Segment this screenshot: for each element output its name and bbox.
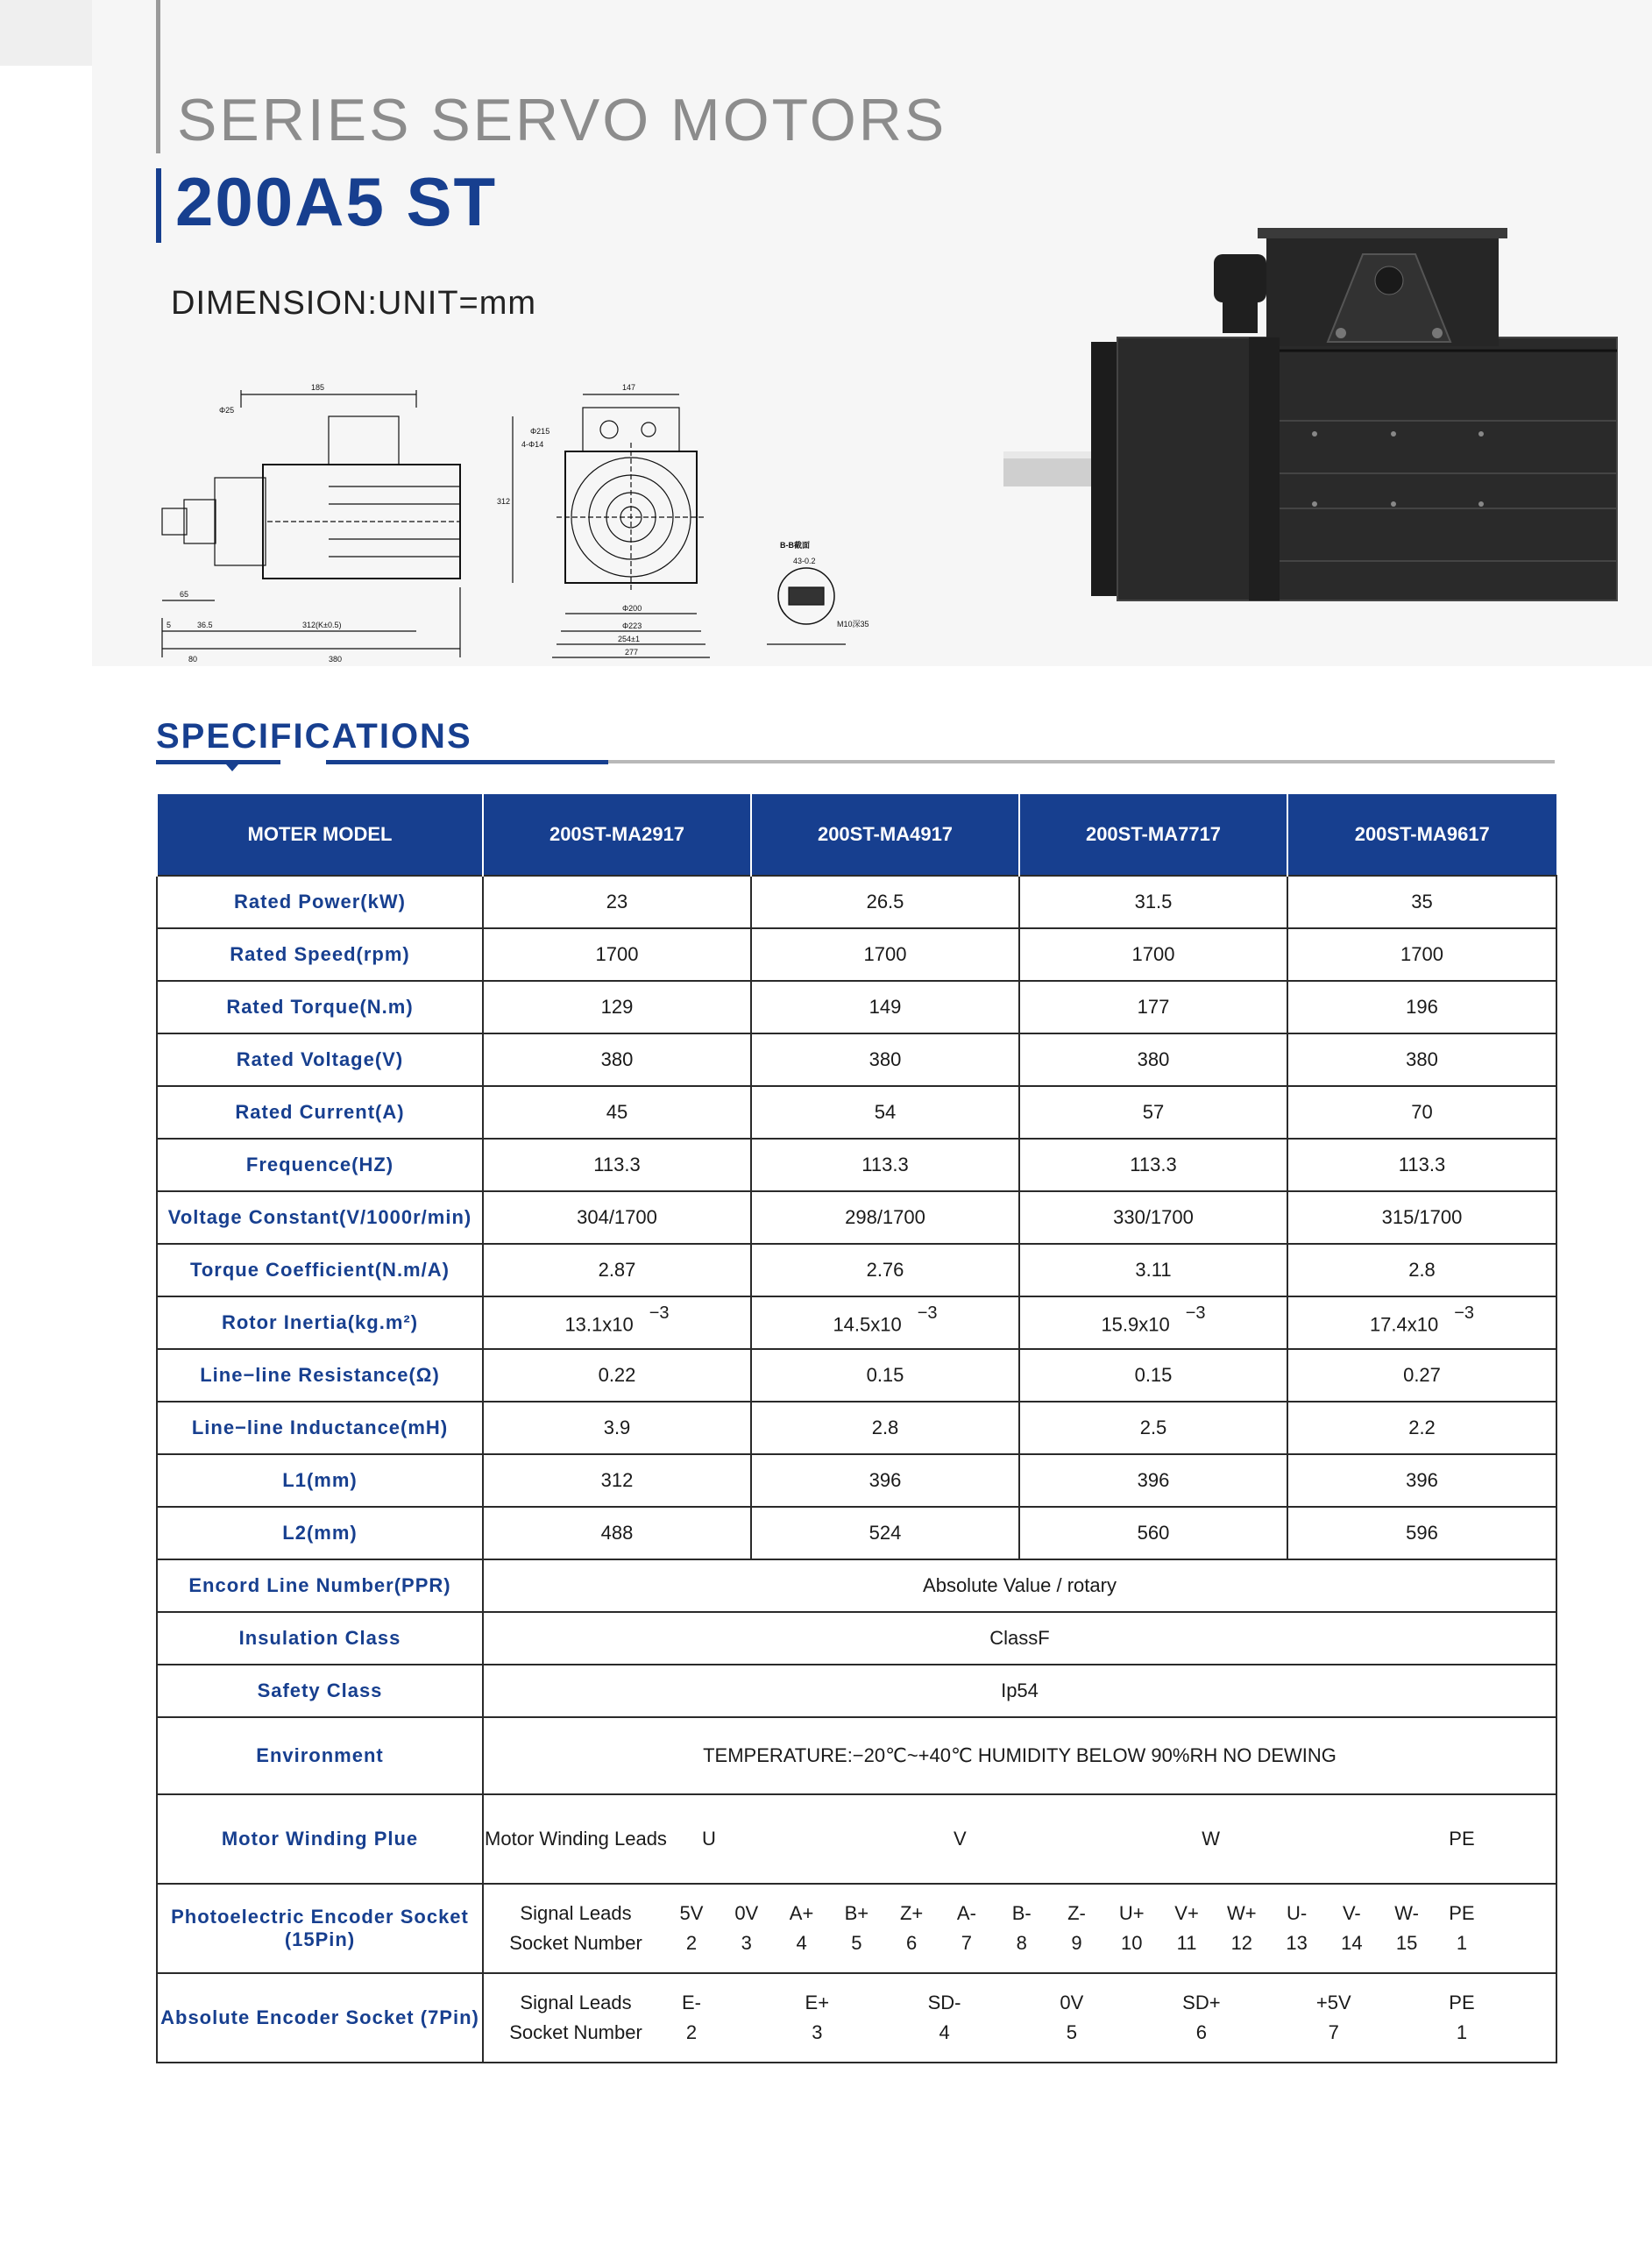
cell: 1700 [1019,928,1287,981]
cell: 315/1700 [1287,1191,1556,1244]
cell: 0.15 [1019,1349,1287,1402]
row-label: Rotor Inertia(kg.m²) [157,1296,483,1349]
pin-signal: U- [1286,1902,1308,1924]
row-label: Voltage Constant(V/1000r/min) [157,1191,483,1244]
accent-bar-grey [156,0,160,153]
section-label: B-B截面 [780,541,810,550]
row-label: L1(mm) [157,1454,483,1507]
pin-signal: B- [1011,1902,1032,1924]
pin [787,1899,817,1958]
pin-signal: 5V [679,1902,704,1924]
cell: 0.27 [1287,1349,1556,1402]
pin-number: 3 [741,1932,752,1954]
pin [677,1899,706,1958]
side-view-drawing [162,383,460,664]
inertia-value: 13.1x10 [564,1313,634,1336]
table-row [157,1507,1556,1559]
signal-leads-label: Signal Leads [520,1902,632,1924]
header-model-3: 200ST-MA7717 [1019,794,1287,877]
cell: 129 [483,981,751,1033]
pin [1057,1988,1087,2048]
cell: 380 [751,1033,1019,1086]
header-model-4: 200ST-MA9617 [1287,794,1556,877]
dim-380: 380 [329,655,343,664]
section-view-drawing [767,540,869,644]
row-label: Rated Power(kW) [157,876,483,928]
header-moter-model: MOTER MODEL [157,794,483,877]
dim-d200: Φ200 [622,604,642,613]
pin-signal: Z+ [899,1902,924,1924]
dim-4-14: 4-Φ14 [521,440,544,449]
inertia-value: 17.4x10 [1369,1313,1439,1336]
cell: 560 [1019,1507,1287,1559]
cell: 70 [1287,1086,1556,1139]
cell: 396 [1287,1454,1556,1507]
cell: 1700 [1287,928,1556,981]
header-model-2: 200ST-MA4917 [751,794,1019,877]
dim-d223: Φ223 [622,621,642,630]
exponent: −3 [649,1303,670,1324]
cell: 45 [483,1086,751,1139]
cell: 3.11 [1019,1244,1287,1296]
header-model-1: 200ST-MA2917 [483,794,751,877]
cell: 380 [1287,1033,1556,1086]
abs-encoder-cell [483,1973,1556,2063]
cell: 2.87 [483,1244,751,1296]
cell: 113.3 [751,1139,1019,1191]
row-label: Environment [157,1717,483,1794]
dim-43: 43-0.2 [793,557,816,565]
row-label: Photoelectric Encoder Socket (15Pin) [157,1884,483,1973]
pin-number: 14 [1341,1932,1363,1954]
dim-185: 185 [311,383,325,392]
pin-number: 6 [1195,2021,1207,2043]
cell: 298/1700 [751,1191,1019,1244]
cell: 2.2 [1287,1402,1556,1454]
row-label: Rated Torque(N.m) [157,981,483,1033]
cell: 113.3 [1019,1139,1287,1191]
pin-signal: E- [682,1992,701,2013]
pin-signal: PE [1449,1992,1475,2013]
cell: 1700 [483,928,751,981]
pin-number: 1 [1456,1932,1468,1954]
cell: 2.8 [751,1402,1019,1454]
dim-277: 277 [625,648,639,657]
table-header-row [157,794,1556,877]
cell: 31.5 [1019,876,1287,928]
pin-number: 15 [1395,1932,1418,1954]
cell: 312 [483,1454,751,1507]
cell: 596 [1287,1507,1556,1559]
table-row [157,1244,1556,1296]
table-row [157,1973,1556,2063]
dim-312: 312(K±0.5) [302,621,342,629]
pin-signal: PE [1449,1902,1475,1924]
cell: 3.9 [483,1402,751,1454]
pin [841,1899,871,1958]
row-label: Encord Line Number(PPR) [157,1559,483,1612]
cell: 177 [1019,981,1287,1033]
row-label: Torque Coefficient(N.m/A) [157,1244,483,1296]
pin [952,1899,982,1958]
corner-strip [0,0,92,66]
table-row [157,1717,1556,1794]
pin [802,1988,832,2048]
cell [1019,1296,1287,1349]
pin-number: 2 [685,1932,698,1954]
cell: 330/1700 [1019,1191,1287,1244]
dim-65: 65 [180,590,189,599]
pin-number: 5 [1066,2021,1077,2043]
pin [1282,1899,1312,1958]
lead-v: V [953,1828,967,1850]
pin-signal: U+ [1118,1902,1145,1924]
cell: 2.76 [751,1244,1019,1296]
cell: 2.5 [1019,1402,1287,1454]
row-label: Safety Class [157,1665,483,1717]
cell: 2.8 [1287,1244,1556,1296]
pin-number: 1 [1456,2021,1468,2043]
pin [732,1899,762,1958]
cell-span: Absolute Value / rotary [483,1559,1556,1612]
pin-signal: W+ [1227,1902,1257,1924]
heading-notch [226,764,238,771]
photo-encoder-cell [483,1884,1556,1973]
dim-36: 36.5 [197,621,213,629]
pin-signal: V+ [1174,1902,1199,1924]
pin-number: 3 [812,2021,823,2043]
table-row [157,1296,1556,1349]
pin-signal: Z- [1067,1902,1086,1924]
model-title: 200A5 ST [175,163,498,240]
table-row [157,876,1556,928]
pin [1392,1899,1422,1958]
pin-head [484,1899,668,1958]
series-title: SERIES SERVO MOTORS [177,87,947,153]
dim-m10: M10深35 [837,620,869,628]
cell: 23 [483,876,751,928]
pin-signal: 0V [1060,1992,1084,2013]
table-row [157,1349,1556,1402]
pin-number: 12 [1230,1932,1253,1954]
table-row [157,1612,1556,1665]
pin-signal: E+ [805,1992,830,2013]
lead-pe: PE [1449,1828,1475,1850]
cell: 0.22 [483,1349,751,1402]
pin-number: 7 [961,1932,973,1954]
pin-signal: A+ [789,1902,814,1924]
pin [1227,1899,1257,1958]
table-row [157,928,1556,981]
cell: 57 [1019,1086,1287,1139]
pin [1117,1899,1146,1958]
table-row [157,1884,1556,1973]
heading-rule-grey [608,760,1555,763]
cell: 524 [751,1507,1019,1559]
heading-rule [156,760,280,764]
row-label: Rated Voltage(V) [157,1033,483,1086]
table-row [157,1454,1556,1507]
pin [1182,1988,1220,2048]
lead-u: U [702,1828,716,1850]
cell-span: Ip54 [483,1665,1556,1717]
accent-bar-blue [156,168,161,243]
exponent: −3 [917,1303,938,1324]
dimension-drawings [153,381,907,671]
pin [1336,1899,1366,1958]
dim-5: 5 [167,621,172,629]
dim-312-vert: 312 [497,497,511,506]
pin-number: 13 [1286,1932,1308,1954]
row-label: Line−line Resistance(Ω) [157,1349,483,1402]
pin-number: 7 [1328,2021,1339,2043]
pin-signal: 0V [734,1902,759,1924]
table-row [157,1191,1556,1244]
pin [1061,1899,1091,1958]
pin [1447,1899,1477,1958]
pin-number: 5 [851,1932,862,1954]
pin [928,1988,961,2048]
pin [1447,1988,1477,2048]
specifications-table [156,793,1557,2063]
pin-number: 6 [906,1932,918,1954]
pin-number: 9 [1071,1932,1082,1954]
row-label: Rated Speed(rpm) [157,928,483,981]
winding-cell [483,1794,1556,1884]
pin-signal: A- [956,1902,976,1924]
pin-signal: SD- [927,1992,961,2013]
pin-number: 8 [1016,1932,1027,1954]
dim-254: 254±1 [618,635,640,643]
pin-number: 2 [685,2021,698,2043]
dimension-label: DIMENSION:UNIT=mm [171,285,537,322]
table-row [157,1402,1556,1454]
row-label: L2(mm) [157,1507,483,1559]
row-label: Insulation Class [157,1612,483,1665]
front-view-drawing [497,383,710,657]
table-row [157,1794,1556,1884]
dim-80: 80 [188,655,198,664]
dim-147: 147 [622,383,636,392]
cell: 380 [1019,1033,1287,1086]
cell: 396 [751,1454,1019,1507]
heading-rule [326,760,608,764]
table-row [157,1665,1556,1717]
cell: 396 [1019,1454,1287,1507]
cell: 304/1700 [483,1191,751,1244]
row-label: Motor Winding Plue [157,1794,483,1884]
inertia-value: 15.9x10 [1101,1313,1170,1336]
cell: 54 [751,1086,1019,1139]
pin [677,1988,706,2048]
signal-leads-label: Signal Leads [520,1992,632,2013]
pin-number: 4 [939,2021,950,2043]
cell: 380 [483,1033,751,1086]
row-label: Rated Current(A) [157,1086,483,1139]
pin [897,1899,926,1958]
cell-span: ClassF [483,1612,1556,1665]
pin-number: 4 [796,1932,807,1954]
inertia-value: 14.5x10 [833,1313,902,1336]
row-label: Line−line Inductance(mH) [157,1402,483,1454]
pin-number: 10 [1121,1932,1143,1954]
table-row [157,1139,1556,1191]
exponent: −3 [1185,1303,1206,1324]
motor-photo [1003,219,1634,609]
cell [751,1296,1019,1349]
cell: 196 [1287,981,1556,1033]
pin-signal: B+ [844,1902,869,1924]
table-row [157,1086,1556,1139]
dim-d25: Φ25 [219,406,235,415]
specifications-heading: SPECIFICATIONS [156,717,472,756]
cell: 0.15 [751,1349,1019,1402]
pin-signal: V- [1342,1902,1361,1924]
pin-signal: W- [1394,1902,1419,1924]
pin-number: 11 [1176,1932,1197,1954]
lead-w: W [1202,1828,1221,1850]
pin-signal: +5V [1315,1992,1351,2013]
cell: 488 [483,1507,751,1559]
socket-number-label: Socket Number [509,1932,642,1954]
table-row [157,981,1556,1033]
pin-signal: SD+ [1182,1992,1221,2013]
cell [1287,1296,1556,1349]
row-label: Absolute Encoder Socket (7Pin) [157,1973,483,2063]
cell [483,1296,751,1349]
cell: 113.3 [1287,1139,1556,1191]
cell: 26.5 [751,876,1019,928]
cell: 1700 [751,928,1019,981]
winding-head: Motor Winding Leads [485,1828,667,1850]
cell-span: TEMPERATURE:−20℃~+40℃ HUMIDITY BELOW 90%RH NO DEWING [483,1717,1556,1794]
pin-head [484,1988,668,2048]
cell: 149 [751,981,1019,1033]
table-row [157,1559,1556,1612]
pin [1007,1899,1037,1958]
exponent: −3 [1454,1303,1475,1324]
table-row [157,1033,1556,1086]
row-label: Frequence(HZ) [157,1139,483,1191]
cell: 113.3 [483,1139,751,1191]
cell: 35 [1287,876,1556,928]
dim-d215: Φ215 [530,427,550,436]
pin [1172,1899,1202,1958]
pin [1316,1988,1351,2048]
socket-number-label: Socket Number [509,2021,642,2043]
